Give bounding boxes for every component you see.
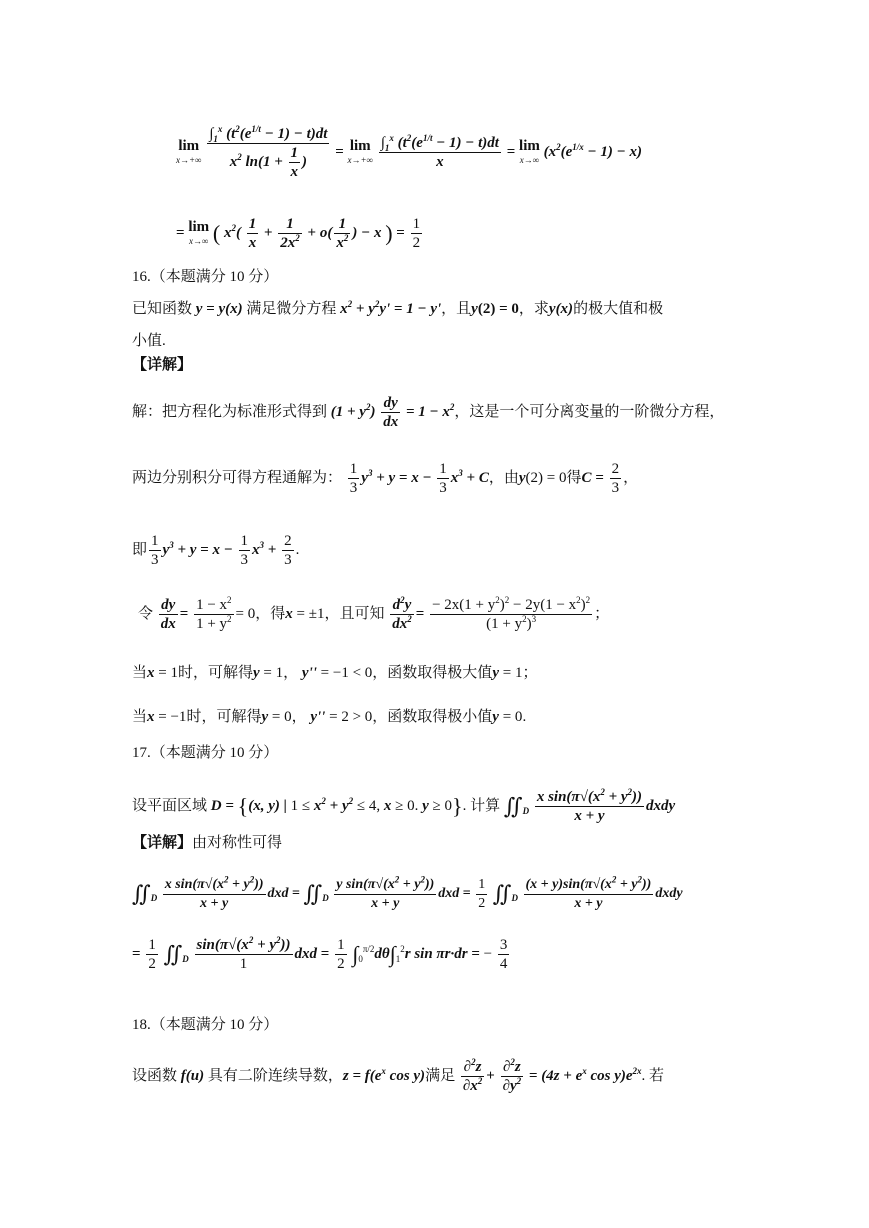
q17-statement: 设平面区域 D = {(x, y) | $1 \le x^2 + y^2 \le 4$, x ≥ 0. y ≥ 0}. 计算 $∬_D$ $\frac{x \sin(\pi√(x^2 + y^2))}{x + y}$ dxdy [132, 787, 676, 825]
fraction-1: $\int_1^x$ $(t^2(e^{1/t} - 1) - t)dt$ $x^2$ ln(1 + $\frac{1}{x}$ ) [209, 123, 328, 180]
limit-operator-4: lim x→∞ [188, 218, 210, 246]
q16-statement: 已知函数 y = y(x) 满足微分方程 $x^2 + y^2y' = 1 - y'$，且y(2) = 0，求y(x)的极大值和极 [132, 299, 664, 317]
q16-solution-line-5: 当x = 1时，可解得y = 1， y'' = −1 < 0，函数取得极大值y = 1； [132, 665, 538, 681]
fraction-2: $\frac{\int_1^x (t^2(e^{1/t} - 1) - t)dt}{x}$ [380, 133, 499, 171]
q15-limit-line-1: lim x→+∞ $\int_1^x$ $(t^2(e^{1/t} - 1) - t)dt$ $x^2$ ln(1 + $\frac{1}{x}$ ) = lim x→+∞ $\frac{\int_1^x (t^2(e^{1/t} - 1) - t)dt}{x}$ = lim x→∞ $(x^2(e^{1/x} - 1) - x)$ [176, 123, 642, 180]
q16-solution-line-6: 当x = −1时，可解得y = 0， y'' = 2 > 0，函数取得极小值y = 0. [132, 709, 527, 725]
limit-operator: lim x→+∞ [176, 137, 202, 165]
q16-detail-label: 【详解】 [132, 357, 193, 373]
q15-limit-line-2: = lim x→∞ ( $x^2$( $\frac{1}{x}$ + $\frac{1}{2x^2}$ + o( $\frac{1}{x^2}$ ) − x ) = $\frac{1}{2}$ [176, 216, 421, 252]
q16-solution-line-4: 令 $\frac{dy}{dx}$ = $\frac{1 - x^2}{1 + y^2}$ = 0，得x = ±1，且可知 $\frac{d^2y}{dx^2}$ = $\frac{- 2x(1 + y^2)^2 - 2y(1 - x^2)^2}{(1 + y^2)^3}$ ； [138, 595, 610, 633]
q16-solution-line-3: 即 $\frac{1}{3}$ $y^3 + y = x$ − $\frac{1}{3}$ $x^3$ + $\frac{2}{3}$ . [132, 533, 300, 569]
q16-solution-line-2: 两边分别积分可得方程通解为： $\frac{1}{3}$ $y^3 + y = x$ − $\frac{1}{3}$ $x^3 + C$，由y(2) = 0得C = $\frac{2}{3}$ ， [132, 461, 639, 497]
q16-statement-cont: 小值. [132, 333, 166, 349]
q17-solution-line-1: $∬_D$ $\frac{x \sin(\pi√(x^2 + y^2))}{x + y}$ dxd = $∬_D$ $\frac{y \sin(\pi√(x^2 + y^2))}{x + y}$ dxd = $\frac{1}{2}$ $∬_D$ $\frac{(x + y)\sin(\pi√(x^2 + y^2))}{x + y}$ dxdy [132, 873, 683, 911]
q16-solution-line-1: 解：把方程化为标准形式得到 $(1 + y^2)$ $\frac{dy}{dx}$ = $1 - x^2$，这是一个可分离变量的一阶微分方程， [132, 395, 725, 431]
q16-header: 16.（本题满分 10 分） [132, 269, 279, 285]
q17-detail: 【详解】由对称性可得 [132, 835, 283, 851]
limit-operator-2: lim x→+∞ [347, 137, 373, 165]
limit-operator-3: lim x→∞ [519, 137, 540, 165]
q17-solution-line-2: = $\frac{1}{2}$ $∬_D$ $\frac{\sin(\pi√(x^2 + y^2))}{1}$ dxd = $\frac{1}{2}$ $\int_0^{\pi/2}d\theta\int_1^2r$ sin πr·dr = − $\frac{3}{4}$ [132, 935, 508, 973]
q18-statement: 设函数 f(u) 具有二阶连续导数，$z = f(e^x$ cos y)满足 $\frac{\partial^2z}{\partial x^2}$ + $\frac{\partial^2z}{\partial y^2}$ = ($4z + e^x$ $\cos y)e^{2x}$. 若 [132, 1057, 665, 1095]
q17-header: 17.（本题满分 10 分） [132, 745, 279, 761]
q18-header: 18.（本题满分 10 分） [132, 1017, 279, 1033]
